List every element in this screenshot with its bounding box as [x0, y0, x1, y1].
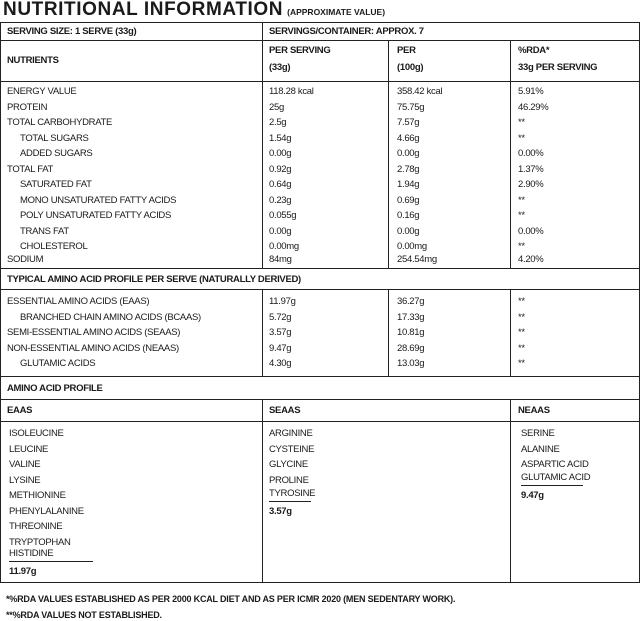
nutrient-name: ADDED SUGARS — [20, 148, 93, 159]
amino-serving: 11.97g — [269, 296, 296, 307]
nutrient-name: ENERGY VALUE — [7, 86, 77, 97]
label-title — [3, 0, 385, 21]
nutrient-rda: ** — [518, 194, 525, 206]
nutrient-per100: 0.16g — [397, 210, 420, 221]
divider — [388, 40, 389, 269]
nutrient-name: TOTAL CARBOHYDRATE — [7, 117, 113, 128]
nutrient-name: TOTAL FAT — [7, 163, 54, 175]
title-note: (APPROXIMATE VALUE) — [287, 7, 386, 17]
divider — [510, 40, 511, 269]
list-item: PROLINE — [269, 474, 309, 486]
amino-name: ESSENTIAL AMINO ACIDS (EAAS) — [7, 296, 150, 307]
col-per100-line1: PER — [397, 45, 416, 56]
list-item: SERINE — [521, 428, 555, 439]
list-item: ARGININE — [269, 428, 313, 439]
nutrient-serving: 25g — [269, 101, 284, 113]
nutrient-name: CHOLESTEROL — [20, 241, 88, 252]
footnote-rda: *%RDA VALUES ESTABLISHED AS PER 2000 KCAL DIET AND AS PER ICMR 2020 (MEN SEDENTARY WORK). — [6, 594, 456, 604]
underline — [521, 485, 583, 486]
nutrient-per100: 0.00mg — [397, 241, 427, 252]
nutrient-name: SODIUM — [7, 254, 44, 265]
list-item: LYSINE — [9, 474, 41, 486]
nutrient-per100: 0.00g — [397, 148, 420, 159]
list-item: CYSTEINE — [269, 443, 315, 455]
list-item: METHIONINE — [9, 490, 66, 501]
list-item: ASPARTIC ACID — [521, 459, 589, 470]
list-item: GLUTAMIC ACID — [521, 472, 591, 483]
divider — [0, 399, 640, 400]
divider — [0, 81, 640, 82]
list-item: ALANINE — [521, 443, 560, 455]
amino-per100: 17.33g — [397, 311, 425, 323]
nutrient-per100: 0.00g — [397, 225, 420, 237]
nutrient-name: TRANS FAT — [20, 225, 69, 237]
nutrient-rda: ** — [518, 210, 525, 221]
serving-size: SERVING SIZE: 1 SERVE (33g) — [7, 26, 137, 37]
amino-per100: 28.69g — [397, 342, 425, 354]
divider — [0, 376, 640, 377]
nutrient-name: TOTAL SUGARS — [20, 132, 89, 144]
underline — [9, 561, 93, 562]
nutrient-per100: 7.57g — [397, 117, 420, 128]
col-per-serving-line1: PER SERVING — [269, 45, 331, 56]
list-item: LEUCINE — [9, 443, 49, 455]
nutrient-rda: ** — [518, 241, 525, 252]
underline — [269, 501, 311, 502]
nutrient-serving: 0.64g — [269, 179, 292, 190]
amino-name: NON-ESSENTIAL AMINO ACIDS (NEAAS) — [7, 342, 179, 354]
divider — [388, 289, 389, 377]
divider — [0, 289, 640, 290]
nutrient-per100: 4.66g — [397, 132, 420, 144]
nutrient-per100: 0.69g — [397, 194, 420, 206]
amino-name: SEMI-ESSENTIAL AMINO ACIDS (SEAAS) — [7, 327, 181, 338]
nutrient-rda: 5.91% — [518, 86, 544, 97]
list-item: GLYCINE — [269, 459, 308, 470]
divider — [0, 40, 640, 41]
nutrient-serving: 0.92g — [269, 163, 292, 175]
nutrient-rda: ** — [518, 132, 525, 144]
nutrient-serving: 118.28 kcal — [269, 86, 314, 97]
nutrient-name: PROTEIN — [7, 101, 48, 113]
list-item: TRYPTOPHAN — [9, 536, 71, 548]
list-item: HISTIDINE — [9, 548, 54, 559]
amino-rda: ** — [518, 327, 525, 338]
neaas-total: 9.47g — [521, 490, 544, 501]
col-per-serving-line2: (33g) — [269, 62, 291, 73]
nutrient-per100: 2.78g — [397, 163, 420, 175]
nutrient-rda: 0.00% — [518, 225, 544, 237]
amino-per100: 13.03g — [397, 358, 425, 369]
amino-name: BRANCHED CHAIN AMINO ACIDS (BCAAS) — [20, 311, 201, 323]
amino-rda: ** — [518, 358, 525, 369]
footnote-not-established: **%RDA VALUES NOT ESTABLISHED. — [6, 610, 162, 620]
amino-per100: 10.81g — [397, 327, 425, 338]
amino-serving: 3.57g — [269, 327, 292, 338]
list-item: PHENYLALANINE — [9, 505, 84, 517]
nutrient-name: MONO UNSATURATED FATTY ACIDS — [20, 194, 177, 206]
eaas-total: 11.97g — [9, 566, 37, 577]
nutrient-serving: 0.00g — [269, 225, 292, 237]
nutrient-rda: 1.37% — [518, 163, 544, 175]
nutrient-per100: 358.42 kcal — [397, 86, 443, 97]
amino-rda: ** — [518, 311, 525, 323]
nutrient-serving: 84mg — [269, 254, 292, 265]
servings-per-container: SERVINGS/CONTAINER: APPROX. 7 — [269, 26, 424, 37]
divider — [0, 421, 640, 422]
nutrient-serving: 0.055g — [269, 210, 297, 221]
nutrients-header: NUTRIENTS — [7, 55, 59, 66]
amino-serving: 4.30g — [269, 358, 292, 369]
col-rda-line2: 33g PER SERVING — [518, 62, 598, 73]
amino-rda: ** — [518, 342, 525, 354]
nutrient-rda: 0.00% — [518, 148, 544, 159]
amino-per100: 36.27g — [397, 296, 425, 307]
divider — [262, 399, 263, 583]
nutrient-per100: 1.94g — [397, 179, 420, 190]
list-item: TYROSINE — [269, 488, 316, 499]
divider — [510, 289, 511, 377]
nutrient-rda: ** — [518, 117, 525, 128]
nutrient-rda: 2.90% — [518, 179, 544, 190]
nutrient-per100: 75.75g — [397, 101, 425, 113]
divider — [510, 399, 511, 583]
nutrient-name: SATURATED FAT — [20, 179, 92, 190]
divider — [0, 268, 640, 269]
col-per100-line2: (100g) — [397, 62, 424, 73]
nutrient-rda: 4.20% — [518, 254, 544, 265]
nutrient-serving: 0.23g — [269, 194, 292, 206]
seaas-total: 3.57g — [269, 506, 292, 517]
nutrient-name: POLY UNSATURATED FATTY ACIDS — [20, 210, 172, 221]
list-item: THREONINE — [9, 521, 63, 532]
col-rda-line1: %RDA* — [518, 45, 550, 56]
amino-name: GLUTAMIC ACIDS — [20, 358, 96, 369]
amino-acid-profile-header: AMINO ACID PROFILE — [7, 383, 103, 394]
list-item: ISOLEUCINE — [9, 428, 64, 439]
amino-serving: 5.72g — [269, 311, 292, 323]
nutrient-serving: 0.00mg — [269, 241, 299, 252]
divider — [262, 289, 263, 377]
nutrient-rda: 46.29% — [518, 101, 549, 113]
neaas-header: NEAAS — [518, 405, 550, 416]
amino-rda: ** — [518, 296, 525, 307]
seaas-header: SEAAS — [269, 405, 301, 416]
nutrient-serving: 1.54g — [269, 132, 292, 144]
amino-serving: 9.47g — [269, 342, 292, 354]
nutrient-serving: 2.5g — [269, 117, 287, 128]
list-item: VALINE — [9, 459, 41, 470]
eaas-header: EAAS — [7, 405, 33, 416]
amino-profile-header: TYPICAL AMINO ACID PROFILE PER SERVE (NATURALLY DERIVED) — [7, 274, 301, 285]
divider — [262, 22, 263, 269]
nutrient-per100: 254.54mg — [397, 254, 437, 265]
page-title: NUTRITIONAL INFORMATION — [3, 0, 284, 20]
nutrient-serving: 0.00g — [269, 148, 292, 159]
